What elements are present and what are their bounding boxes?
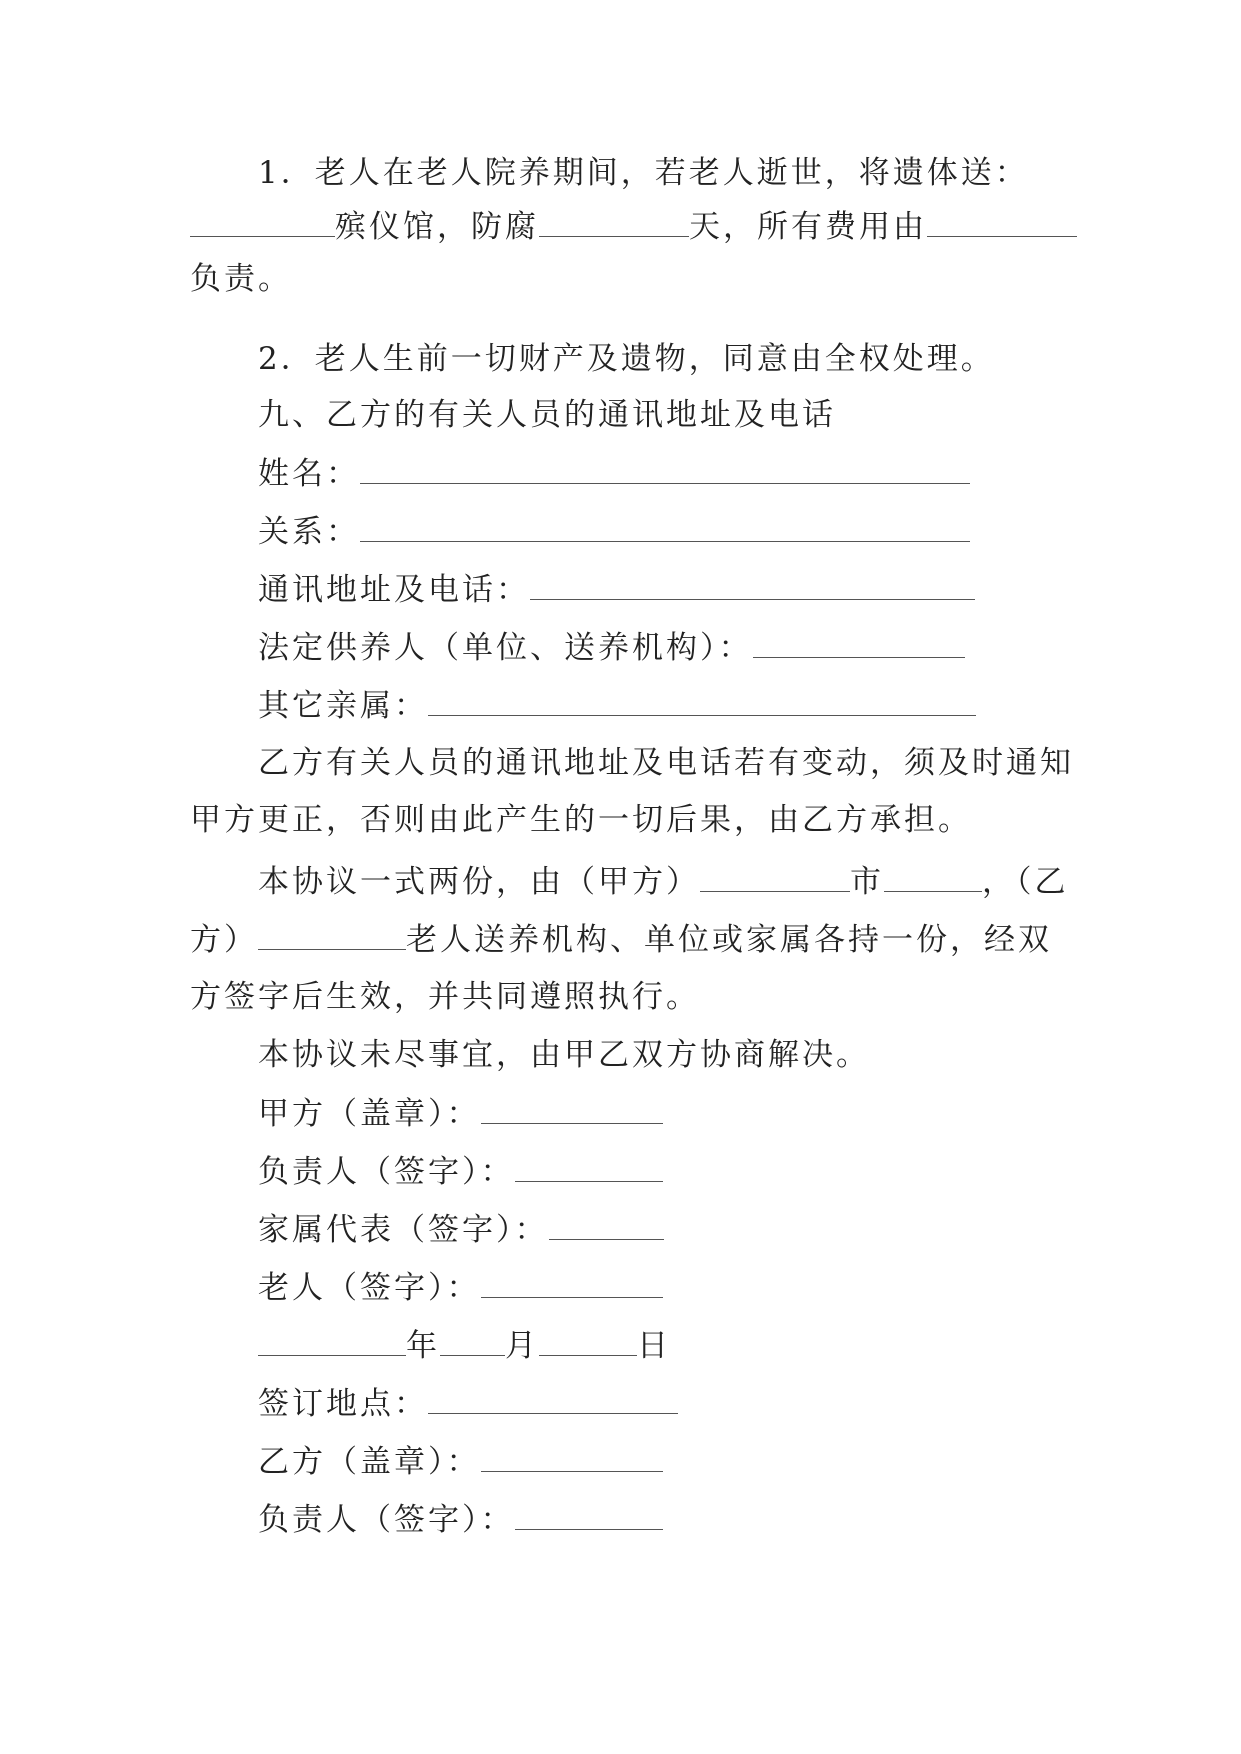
change-notice-line-2: 甲方更正，否则由此产生的一切后果，由乙方承担。 <box>190 802 972 838</box>
contact-address-blank[interactable] <box>530 569 975 600</box>
party-a-rep-row: 负责人（签字）： <box>258 1151 663 1191</box>
agreement-para-1-line-3: 方签字后生效，并共同遵照执行。 <box>190 979 700 1015</box>
clause-1-line-1: 1．老人在老人院养期间，若老人逝世，将遗体送： <box>258 155 1029 191</box>
date-row: 年 月 日 <box>258 1325 671 1365</box>
change-notice-line-1: 乙方有关人员的通讯地址及电话若有变动，须及时通知 <box>258 745 1074 781</box>
clause-1-line-3: 负责。 <box>190 261 292 297</box>
other-relatives-row: 其它亲属： <box>258 685 976 725</box>
party-a-seal-blank[interactable] <box>481 1093 663 1124</box>
city-blank[interactable] <box>884 861 982 892</box>
other-relatives-blank[interactable] <box>428 685 976 716</box>
party-b-seal-blank[interactable] <box>481 1441 663 1472</box>
agreement-para-1-line-1: 本协议一式两份，由（甲方） 市 ，（乙 <box>258 861 1069 901</box>
day-blank[interactable] <box>539 1325 637 1356</box>
party-b-name-blank[interactable] <box>258 919 406 950</box>
signing-place-blank[interactable] <box>428 1383 678 1414</box>
family-rep-row: 家属代表（签字）： <box>258 1209 664 1249</box>
section-9-heading: 九、乙方的有关人员的通讯地址及电话 <box>258 397 836 433</box>
elder-signature-blank[interactable] <box>481 1267 663 1298</box>
party-a-name-blank[interactable] <box>700 861 850 892</box>
legal-guardian-blank[interactable] <box>753 627 965 658</box>
family-rep-blank[interactable] <box>549 1209 664 1240</box>
year-blank[interactable] <box>258 1325 406 1356</box>
preservation-days-blank[interactable] <box>539 206 689 237</box>
party-a-rep-blank[interactable] <box>515 1151 663 1182</box>
agreement-para-1-line-2: 方） 老人送养机构、单位或家属各持一份，经双 <box>190 919 1052 959</box>
cost-bearer-blank[interactable] <box>927 206 1077 237</box>
contact-relation-blank[interactable] <box>360 511 970 542</box>
month-blank[interactable] <box>440 1325 505 1356</box>
signing-place-row: 签订地点： <box>258 1383 678 1423</box>
funeral-home-blank[interactable] <box>190 206 335 237</box>
contact-address-row: 通讯地址及电话： <box>258 569 975 609</box>
contact-name-blank[interactable] <box>360 453 970 484</box>
clause-1-line-2: 殡仪馆，防腐 天，所有费用由 <box>190 206 1077 246</box>
clause-2: 2．老人生前一切财产及遗物，同意由全权处理。 <box>258 341 995 377</box>
elder-signature-row: 老人（签字）： <box>258 1267 663 1307</box>
party-a-seal-row: 甲方（盖章）： <box>258 1093 663 1133</box>
contact-relation-row: 关系： <box>258 511 970 551</box>
party-b-rep-row: 负责人（签字）： <box>258 1499 663 1539</box>
party-b-rep-blank[interactable] <box>515 1499 663 1530</box>
contact-name-row: 姓名： <box>258 453 970 493</box>
party-b-seal-row: 乙方（盖章）： <box>258 1441 663 1481</box>
legal-guardian-row: 法定供养人（单位、送养机构）： <box>258 627 965 667</box>
agreement-para-2: 本协议未尽事宜，由甲乙双方协商解决。 <box>258 1037 870 1073</box>
